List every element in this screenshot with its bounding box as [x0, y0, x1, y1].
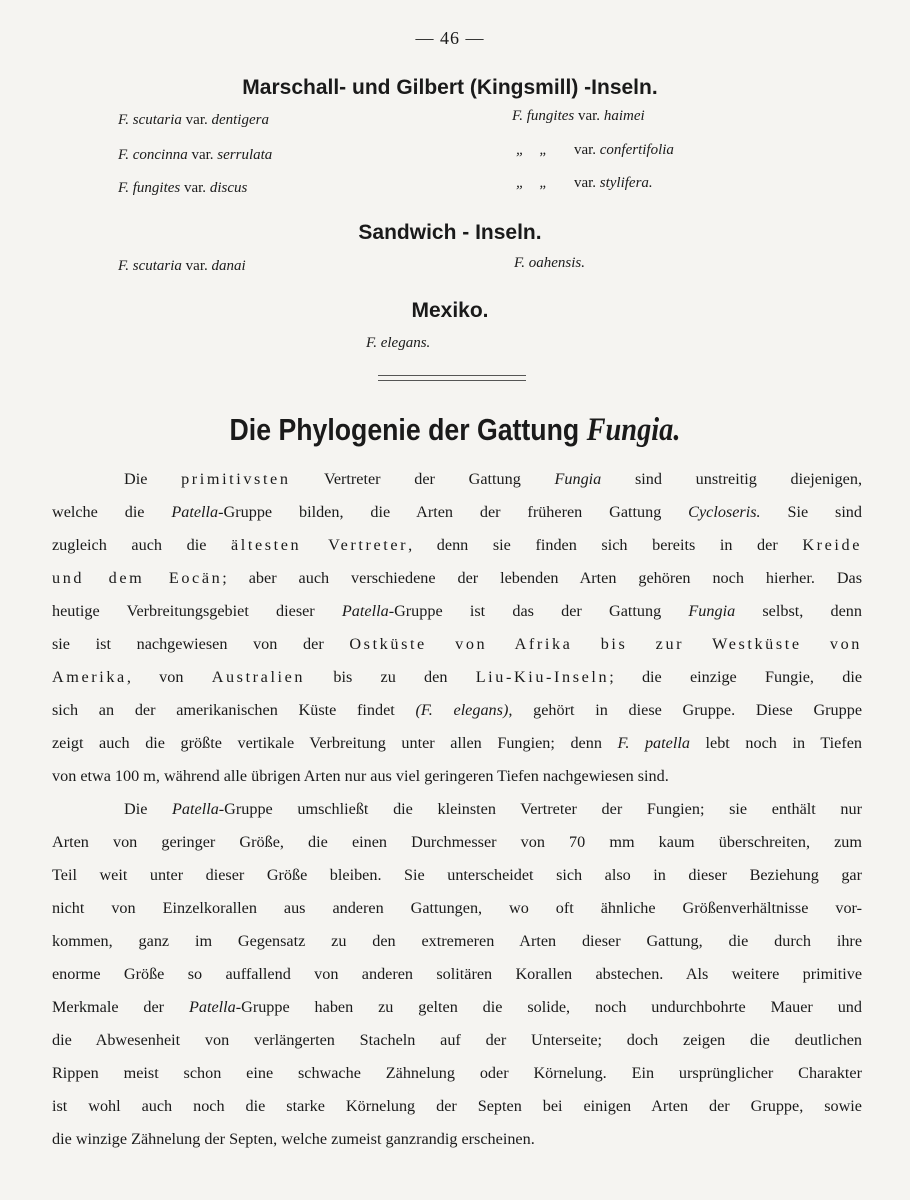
text-line	[52, 1089, 862, 1123]
text-segment: kommen, ganz im Gegensatz zu den extremeren Arten dieser Gattung, die durch ihre	[52, 932, 862, 950]
text-line	[52, 924, 862, 958]
text-segment: ; die einzige Fungie, die	[609, 668, 863, 686]
text-segment: enorme Größe so auffallend von anderen solitären Korallen abstechen. Als weitere primitive	[52, 965, 862, 983]
text-line	[52, 858, 862, 892]
section-heading-marschall: Marschall- und Gilbert (Kingsmill) -Inseln.	[242, 76, 658, 99]
text-segment: , denn sie finden sich bereits in der	[408, 536, 803, 554]
text-segment: Kreide	[802, 536, 862, 554]
text-segment: heutige Verbreitungsgebiet dieser	[52, 602, 342, 620]
text-segment: sie ist nachgewiesen von der	[52, 635, 350, 653]
text-segment: ; aber auch verschiedene der lebenden Arten gehören noch hierher. Das	[222, 569, 862, 587]
text-line	[52, 594, 862, 628]
text-segment: Sie sind	[760, 503, 862, 521]
species-entry: F. concinna var. serrulata	[118, 147, 273, 163]
text-segment: Australien	[211, 668, 306, 686]
text-segment: Die	[124, 800, 173, 818]
text-segment: -Gruppe haben zu gelten die solide, noch undurchbohrte Mauer und	[235, 998, 862, 1016]
text-segment: sich an der amerikanischen Küste findet	[52, 701, 416, 719]
section-heading-mexiko: Mexiko.	[411, 299, 489, 322]
text-segment: Patella	[171, 503, 219, 521]
species-entry: F. fungites var. discus	[118, 180, 248, 196]
text-segment: Patella	[341, 602, 389, 620]
text-segment: Arten von geringer Größe, die einen Durchmesser von 70 mm kaum überschreiten, zum	[52, 833, 862, 851]
text-line	[52, 693, 862, 727]
text-segment: Liu-Kiu-Inseln	[475, 668, 610, 686]
page-number: — 46 —	[415, 28, 485, 48]
text-line	[52, 660, 862, 694]
text-segment: Rippen meist schon eine schwache Zähnelung oder Körnelung. Ein ursprünglicher Charakter	[52, 1064, 862, 1082]
species-entry: F. oahensis.	[514, 255, 585, 271]
text-line	[52, 990, 862, 1024]
text-segment: -Gruppe umschließt die kleinsten Vertreter der Fungien; sie enthält nur	[218, 800, 862, 818]
text-line	[52, 726, 862, 760]
text-segment: selbst, denn	[735, 602, 862, 620]
text-line	[52, 627, 862, 661]
text-line	[52, 528, 862, 562]
text-segment: von etwa 100 m, während alle übrigen Arten nur aus viel geringeren Tiefen nachgewiesen sind.	[52, 767, 669, 785]
text-segment: sind unstreitig diejenigen,	[601, 470, 863, 488]
text-segment: und dem Eocän	[52, 569, 223, 587]
text-line	[52, 957, 862, 991]
text-line	[124, 792, 862, 826]
text-segment: ist wohl auch noch die starke Körnelung der Septen bei einigen Arten der Gruppe, sowie	[52, 1097, 862, 1115]
text-segment: Teil weit unter dieser Größe bleiben. Sie unterscheidet sich also in dieser Beziehung gar	[52, 866, 862, 884]
section-heading-sandwich: Sandwich - Inseln.	[358, 221, 542, 244]
text-segment: Vertreter der Gattung	[290, 470, 555, 488]
chapter-title: Die Phylogenie der Gattung Fungia.	[229, 412, 681, 448]
text-line	[52, 1023, 862, 1057]
species-entry: F. fungites var. haimei	[512, 108, 645, 124]
text-segment: zeigt auch die größte vertikale Verbreitung unter allen Fungien; denn	[52, 734, 618, 752]
text-segment: Merkmale der	[52, 998, 189, 1016]
text-segment: F. patella	[617, 734, 690, 752]
species-entry: F. scutaria var. danai	[118, 258, 246, 274]
text-segment: welche die	[52, 503, 172, 521]
species-entry: F. elegans.	[366, 335, 431, 351]
text-segment: zugleich auch die	[52, 536, 231, 554]
text-line	[52, 495, 862, 529]
text-line	[52, 1122, 862, 1156]
text-segment: Fungia	[688, 602, 736, 620]
divider-rule	[378, 380, 526, 381]
text-segment: -Gruppe bilden, die Arten der früheren Gattung	[218, 503, 689, 521]
text-segment: Ostküste von Afrika bis zur Westküste von	[349, 635, 863, 653]
text-line	[52, 1056, 862, 1090]
text-segment: (F. elegans),	[415, 701, 513, 719]
text-segment: ältesten Vertreter	[230, 536, 409, 554]
text-segment: die winzige Zähnelung der Septen, welche zumeist ganzrandig erscheinen.	[52, 1130, 535, 1148]
divider-rule	[378, 375, 526, 376]
species-entry: „ „ var. confertifolia	[516, 142, 674, 158]
text-segment: primitivsten	[181, 470, 291, 488]
text-segment: Cycloseris.	[688, 503, 761, 521]
text-segment: Amerika	[52, 668, 127, 686]
species-entry: F. scutaria var. dentigera	[118, 112, 269, 128]
text-segment: , von	[126, 668, 212, 686]
text-segment: Fungia	[554, 470, 602, 488]
text-segment: bis zu den	[305, 668, 476, 686]
text-segment: die Abwesenheit von verlängerten Stacheln auf der Unterseite; doch zeigen die deutlichen	[52, 1031, 862, 1049]
text-line	[52, 561, 862, 595]
text-line	[52, 891, 862, 925]
text-segment: nicht von Einzelkorallen aus anderen Gattungen, wo oft ähnliche Größenverhältnisse vor-	[52, 899, 862, 917]
text-segment: Patella	[172, 800, 219, 818]
text-segment: -Gruppe ist das der Gattung	[388, 602, 689, 620]
text-line	[124, 462, 862, 496]
text-line	[52, 759, 862, 793]
species-entry: „ „ var. stylifera.	[516, 175, 653, 191]
text-segment: lebt noch in Tiefen	[689, 734, 862, 752]
text-segment: Die	[124, 470, 182, 488]
text-segment: gehört in diese Gruppe. Diese Gruppe	[512, 701, 862, 719]
text-segment: Patella	[188, 998, 236, 1016]
text-line	[52, 825, 862, 859]
